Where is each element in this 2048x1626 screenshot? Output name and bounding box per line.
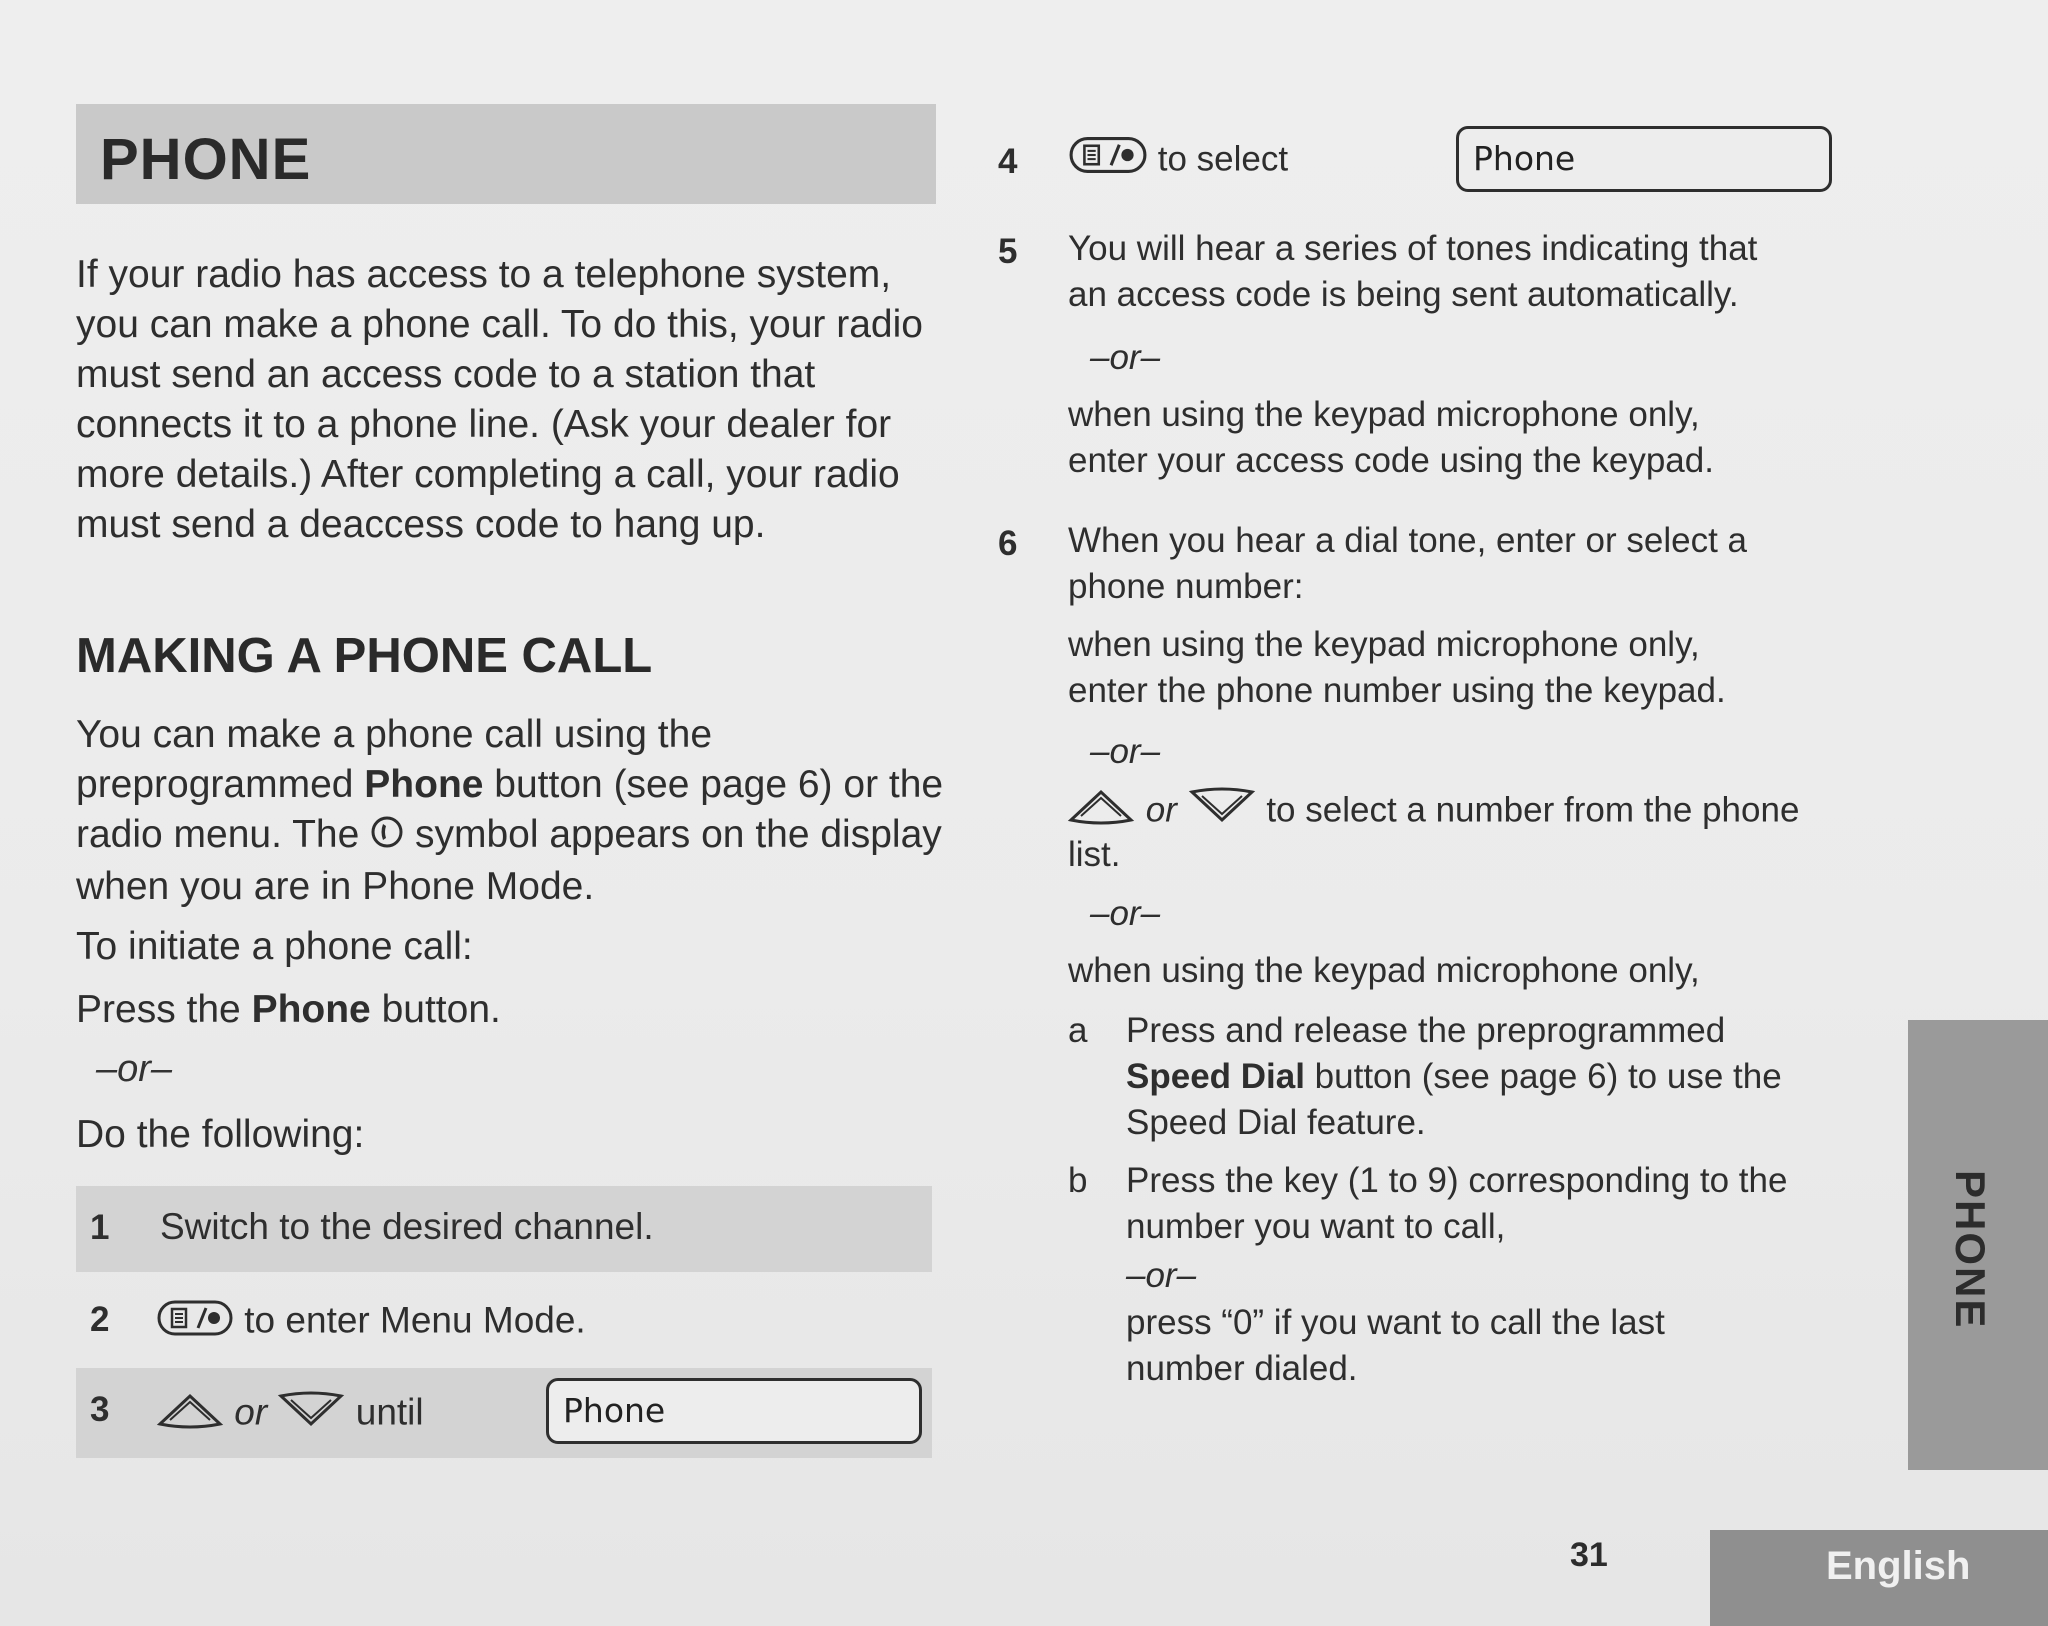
step-text [156, 1298, 586, 1347]
press-text-b: button. [370, 988, 501, 1031]
display-text: Phone [1456, 126, 1832, 192]
step-number: 2 [90, 1300, 110, 1339]
step-number: 3 [90, 1390, 110, 1429]
step-5-line: when using the keypad microphone only, [1068, 395, 1700, 434]
until-word: until [355, 1391, 424, 1433]
side-tab-label: PHONE [1947, 1170, 1994, 1330]
step-text: Switch to the desired channel. [160, 1206, 654, 1247]
or-word: or [234, 1391, 268, 1433]
phone-button-bold: Phone [364, 763, 484, 806]
step-row-3 [76, 1368, 932, 1458]
or-separator: –or– [1090, 732, 1161, 771]
substep-b-line: Press the key (1 to 9) corresponding to the [1126, 1161, 1788, 1200]
substep-a-line: Speed Dial feature. [1126, 1103, 1426, 1142]
substep-b-line: number dialed. [1126, 1349, 1358, 1388]
making-call-paragraph [76, 710, 946, 912]
step-5-line: enter your access code using the keypad. [1068, 441, 1714, 480]
step-4-text [1068, 134, 1288, 188]
substep-b-label: b [1068, 1161, 1088, 1200]
step-5-line: an access code is being sent automatically. [1068, 275, 1739, 314]
substep-b-line: number you want to call, [1126, 1207, 1506, 1246]
up-arrow-key-icon [156, 1390, 224, 1439]
up-arrow-key-icon [1066, 786, 1136, 838]
or-word: or [1145, 790, 1177, 830]
step-5-number: 5 [998, 232, 1018, 271]
press-text-a: Press the [76, 988, 252, 1031]
down-arrow-key-icon [1187, 786, 1257, 838]
initiate-text: To initiate a phone call: [76, 925, 473, 968]
language-label: English [1826, 1544, 1971, 1588]
menu-button-icon [156, 1298, 234, 1347]
step-6-line: phone number: [1068, 567, 1304, 606]
menu-button-icon [1068, 134, 1148, 188]
intro-paragraph: If your radio has access to a telephone system, you can make a phone call. To do this, your radio must send an access code to a station that connects it to a phone line. (Ask your dealer for more details.) After completing a call, your radio must send a deaccess code to hang up. [76, 253, 923, 546]
substep-a-rest: button (see page 6) to use the [1304, 1057, 1782, 1096]
step-4-number: 4 [998, 142, 1018, 181]
step-6-line: when using the keypad microphone only, [1068, 951, 1700, 990]
substep-a-line [1126, 1054, 1782, 1100]
press-phone-text [76, 985, 501, 1035]
do-following-text: Do the following: [76, 1113, 365, 1156]
making-text-a: You can make a phone call using the preprogrammed [76, 713, 713, 806]
press-phone-bold: Phone [251, 988, 371, 1031]
step-6-line: enter the phone number using the keypad. [1068, 671, 1726, 710]
step-number: 1 [90, 1208, 110, 1247]
or-separator: –or– [1126, 1256, 1197, 1295]
step-2-label: to enter Menu Mode. [244, 1299, 586, 1341]
or-separator: –or– [1090, 894, 1161, 933]
making-call-heading: MAKING A PHONE CALL [76, 629, 653, 683]
phone-mode-symbol-icon [370, 812, 404, 862]
or-separator: –or– [96, 1048, 173, 1090]
section-title: PHONE [100, 127, 312, 192]
display-text: Phone [546, 1378, 922, 1444]
substep-a-label: a [1068, 1011, 1088, 1050]
step-6-nav-line [1066, 786, 1799, 838]
step-row-1 [76, 1186, 932, 1272]
step-6-number: 6 [998, 524, 1018, 563]
nav-text: to select a number from the phone [1266, 790, 1800, 830]
display-screen [1456, 126, 1832, 192]
making-text-c: symbol appears on the display when you are in Phone Mode. [76, 813, 942, 908]
step-row-2 [76, 1278, 932, 1364]
step-6-line: list. [1068, 835, 1121, 874]
making-text-b: button (see page 6) or the radio menu. The [76, 763, 944, 856]
step-5-line: You will hear a series of tones indicating that [1068, 229, 1758, 268]
step-text [156, 1390, 424, 1439]
step-6-line: When you hear a dial tone, enter or select a [1068, 521, 1748, 560]
display-screen [546, 1378, 922, 1444]
down-arrow-key-icon [277, 1390, 345, 1439]
page-number: 31 [1570, 1536, 1608, 1574]
substep-b-line: press “0” if you want to call the last [1126, 1303, 1665, 1342]
substep-a-line: Press and release the preprogrammed [1126, 1011, 1726, 1050]
speed-dial-bold: Speed Dial [1126, 1057, 1305, 1096]
step-6-line: when using the keypad microphone only, [1068, 625, 1700, 664]
step-4-label: to select [1157, 139, 1289, 179]
or-separator: –or– [1090, 338, 1161, 377]
